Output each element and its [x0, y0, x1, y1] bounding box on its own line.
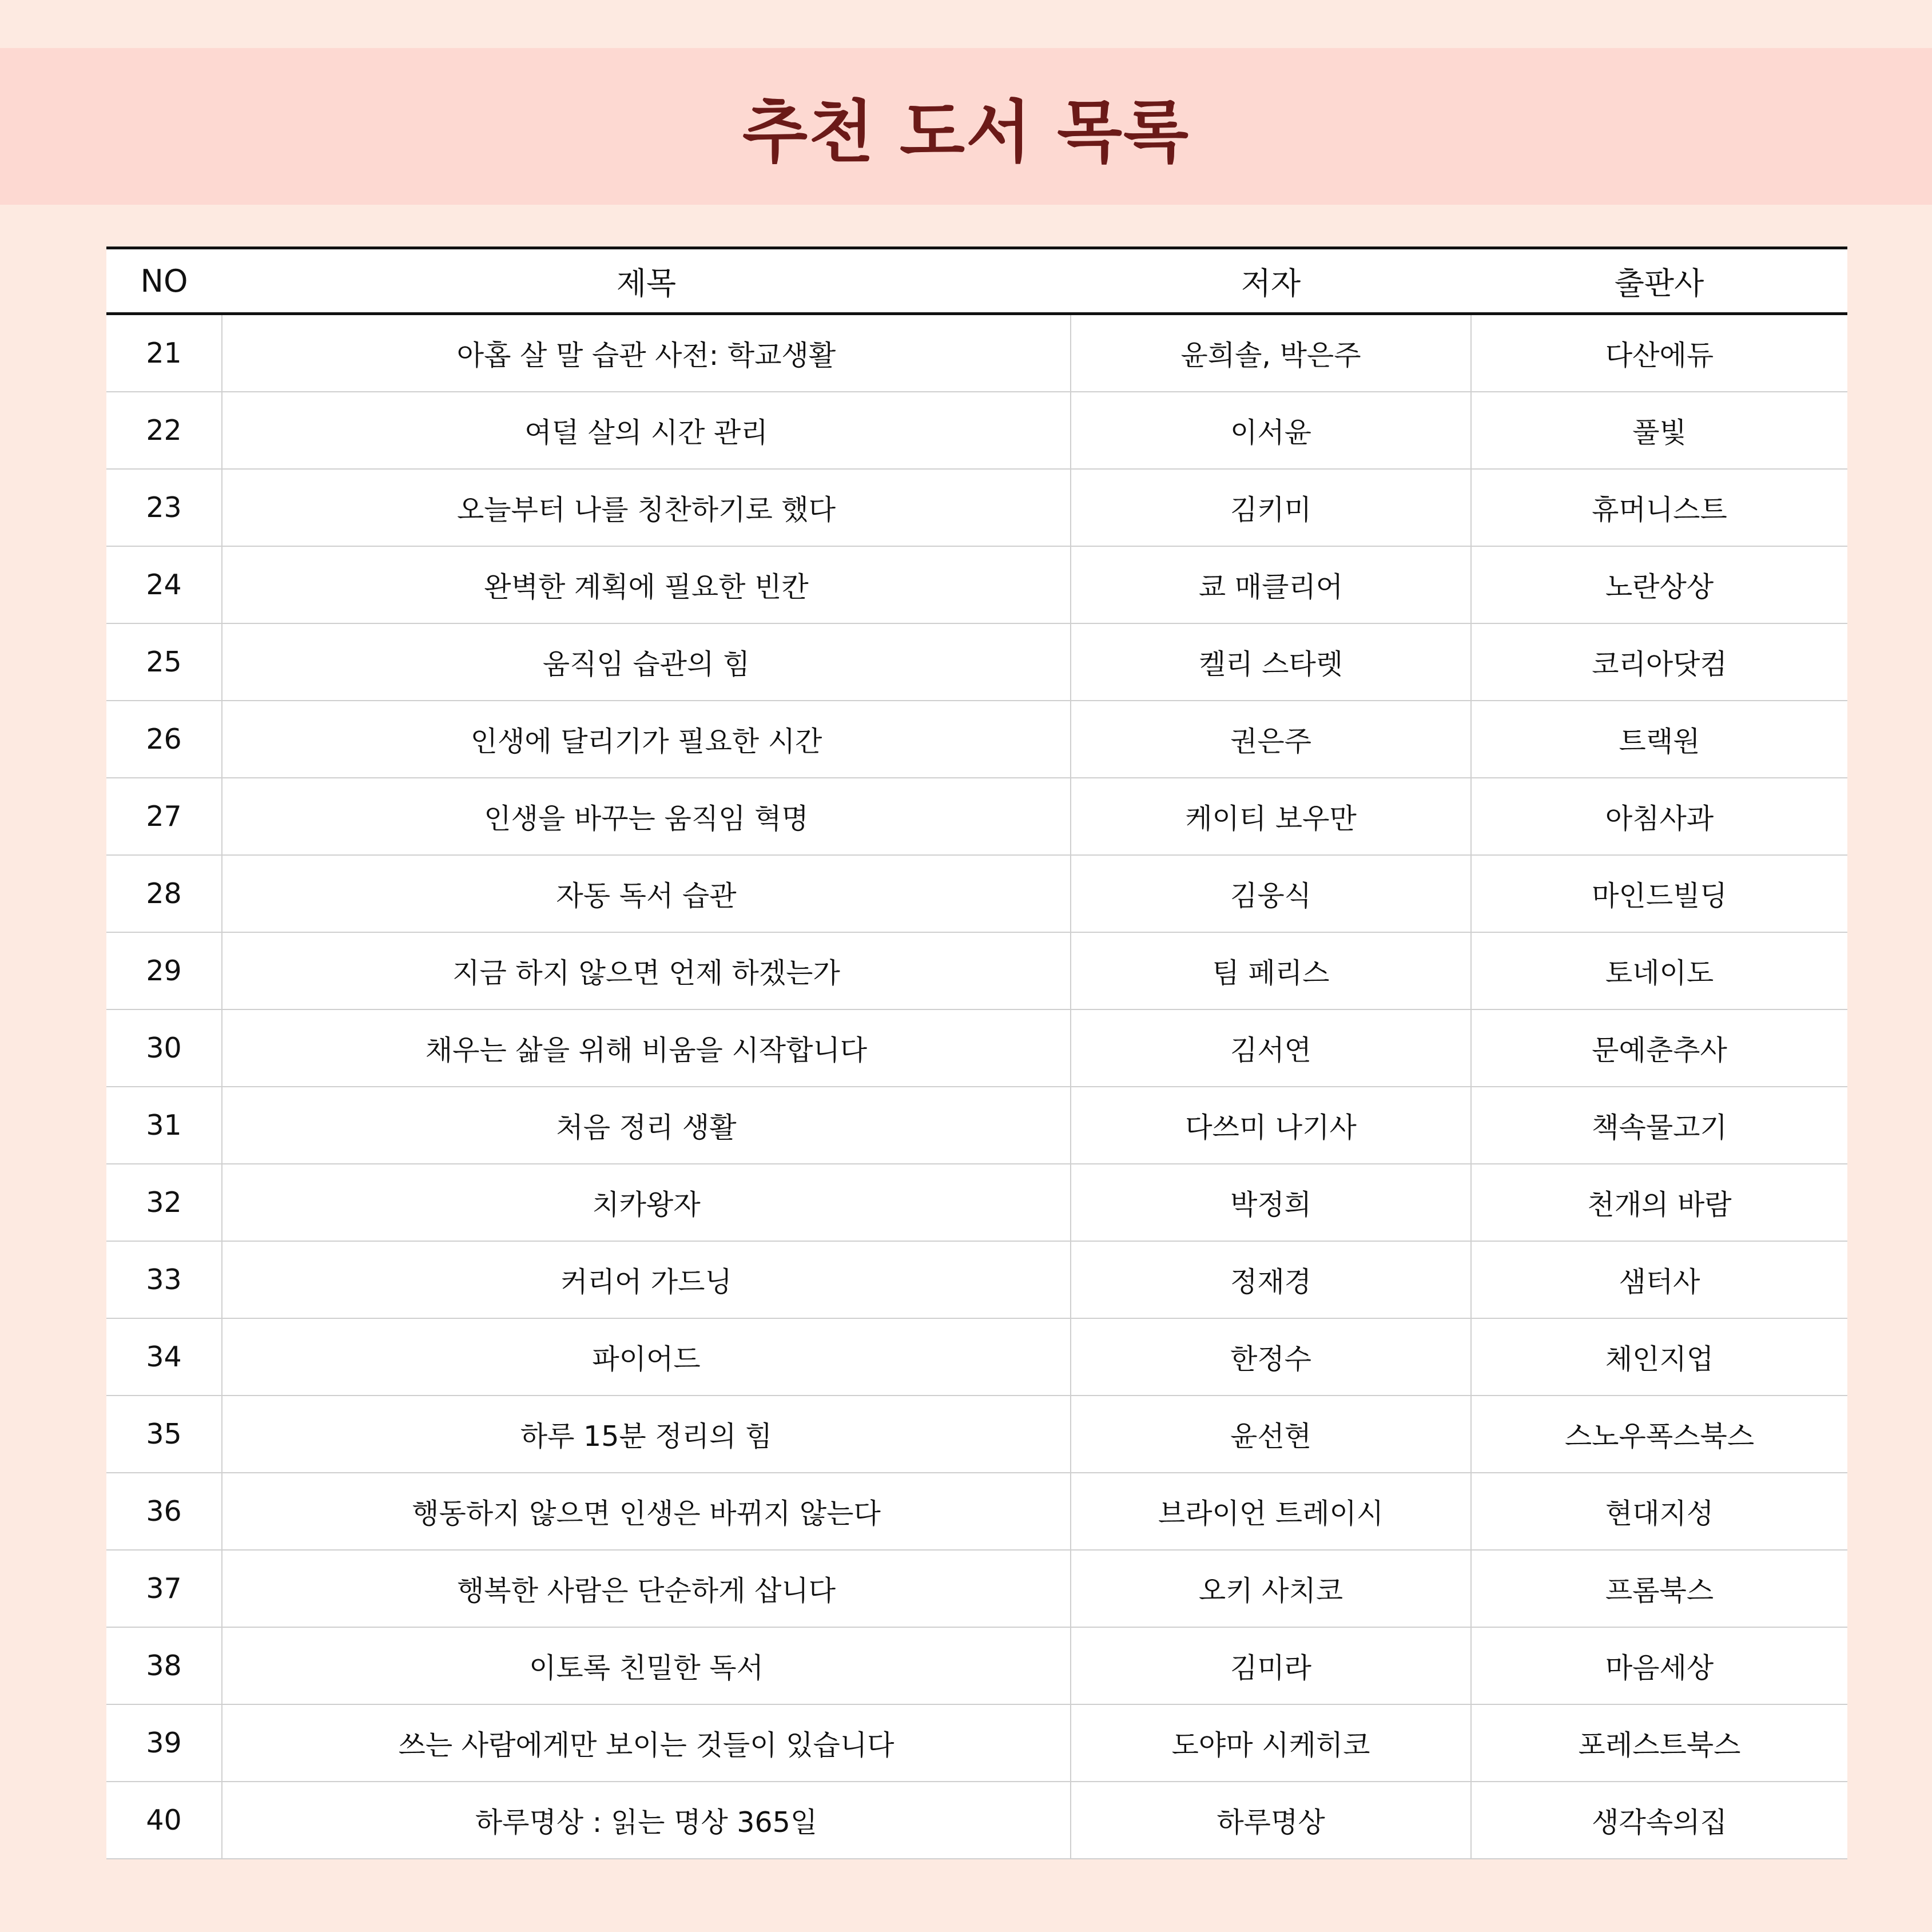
cell-publisher: 현대지성: [1471, 1473, 1847, 1550]
cell-title: 오늘부터 나를 칭찬하기로 했다: [222, 469, 1071, 546]
cell-publisher: 트랙원: [1471, 701, 1847, 778]
cell-author: 한정수: [1071, 1318, 1471, 1396]
cell-title: 여덜 살의 시간 관리: [222, 392, 1071, 469]
cell-publisher: 샘터사: [1471, 1241, 1847, 1318]
cell-publisher: 스노우폭스북스: [1471, 1396, 1847, 1473]
cell-publisher: 체인지업: [1471, 1318, 1847, 1396]
cell-no: 24: [106, 546, 222, 623]
cell-no: 32: [106, 1164, 222, 1241]
cell-author: 윤선현: [1071, 1396, 1471, 1473]
cell-publisher: 코리아닷컴: [1471, 623, 1847, 701]
cell-title: 치카왕자: [222, 1164, 1071, 1241]
table-row: [106, 855, 1847, 932]
cell-title: 인생을 바꾸는 움직임 혁명: [222, 778, 1071, 855]
cell-title: 아홉 살 말 습관 사전: 학교생활: [222, 314, 1071, 392]
cell-author: 쿄 매클리어: [1071, 546, 1471, 623]
table-row: [106, 392, 1847, 469]
cell-no: 37: [106, 1550, 222, 1627]
cell-author: 브라이언 트레이시: [1071, 1473, 1471, 1550]
cell-no: 34: [106, 1318, 222, 1396]
cell-author: 이서윤: [1071, 392, 1471, 469]
cell-publisher: 생각속의집: [1471, 1782, 1847, 1859]
column-header-author: 저자: [1071, 248, 1471, 314]
book-table: [106, 247, 1847, 1859]
cell-no: 38: [106, 1627, 222, 1704]
cell-no: 27: [106, 778, 222, 855]
table-body: [106, 314, 1847, 1859]
cell-author: 김미라: [1071, 1627, 1471, 1704]
table-row: [106, 1782, 1847, 1859]
cell-publisher: 풀빛: [1471, 392, 1847, 469]
cell-title: 채우는 삶을 위해 비움을 시작합니다: [222, 1009, 1071, 1087]
cell-author: 케이티 보우만: [1071, 778, 1471, 855]
table-row: [106, 1627, 1847, 1704]
cell-publisher: 문예춘추사: [1471, 1009, 1847, 1087]
cell-publisher: 다산에듀: [1471, 314, 1847, 392]
cell-author: 김서연: [1071, 1009, 1471, 1087]
table-row: [106, 546, 1847, 623]
cell-no: 26: [106, 701, 222, 778]
cell-publisher: 마인드빌딩: [1471, 855, 1847, 932]
title-banner: [0, 48, 1932, 205]
cell-publisher: 노란상상: [1471, 546, 1847, 623]
cell-publisher: 책속물고기: [1471, 1087, 1847, 1164]
cell-title: 하루 15분 정리의 힘: [222, 1396, 1071, 1473]
cell-no: 21: [106, 314, 222, 392]
cell-author: 박정희: [1071, 1164, 1471, 1241]
table-row: [106, 1318, 1847, 1396]
table-row: [106, 1550, 1847, 1627]
cell-author: 하루명상: [1071, 1782, 1471, 1859]
column-header-publisher: 출판사: [1471, 248, 1847, 314]
table-row: [106, 1473, 1847, 1550]
page-title: 추천 도서 목록: [742, 93, 1190, 172]
table-row: [106, 1009, 1847, 1087]
cell-publisher: 천개의 바람: [1471, 1164, 1847, 1241]
cell-title: 자동 독서 습관: [222, 855, 1071, 932]
cell-publisher: 프롬북스: [1471, 1550, 1847, 1627]
cell-no: 25: [106, 623, 222, 701]
table-row: [106, 623, 1847, 701]
cell-title: 처음 정리 생활: [222, 1087, 1071, 1164]
cell-author: 정재경: [1071, 1241, 1471, 1318]
cell-title: 커리어 가드닝: [222, 1241, 1071, 1318]
cell-publisher: 토네이도: [1471, 932, 1847, 1009]
table-row: [106, 1396, 1847, 1473]
cell-publisher: 포레스트북스: [1471, 1704, 1847, 1782]
table-row: [106, 932, 1847, 1009]
cell-author: 도야마 시케히코: [1071, 1704, 1471, 1782]
cell-publisher: 아침사과: [1471, 778, 1847, 855]
cell-title: 행동하지 않으면 인생은 바뀌지 않는다: [222, 1473, 1071, 1550]
table-row: [106, 1164, 1847, 1241]
cell-no: 39: [106, 1704, 222, 1782]
cell-title: 행복한 사람은 단순하게 삽니다: [222, 1550, 1071, 1627]
cell-title: 하루명상 : 읽는 명상 365일: [222, 1782, 1071, 1859]
column-header-no: NO: [106, 248, 222, 314]
table-row: [106, 1704, 1847, 1782]
cell-no: 35: [106, 1396, 222, 1473]
cell-title: 움직임 습관의 힘: [222, 623, 1071, 701]
cell-title: 지금 하지 않으면 언제 하겠는가: [222, 932, 1071, 1009]
cell-author: 팀 페리스: [1071, 932, 1471, 1009]
table-row: [106, 1087, 1847, 1164]
cell-no: 30: [106, 1009, 222, 1087]
cell-title: 인생에 달리기가 필요한 시간: [222, 701, 1071, 778]
column-header-title: 제목: [222, 248, 1071, 314]
cell-no: 22: [106, 392, 222, 469]
cell-no: 29: [106, 932, 222, 1009]
header-row: [106, 248, 1847, 314]
table-row: [106, 314, 1847, 392]
cell-no: 36: [106, 1473, 222, 1550]
cell-author: 윤희솔, 박은주: [1071, 314, 1471, 392]
cell-publisher: 휴머니스트: [1471, 469, 1847, 546]
table-row: [106, 1241, 1847, 1318]
cell-title: 이토록 친밀한 독서: [222, 1627, 1071, 1704]
cell-title: 파이어드: [222, 1318, 1071, 1396]
table-row: [106, 469, 1847, 546]
table-row: [106, 778, 1847, 855]
cell-publisher: 마음세상: [1471, 1627, 1847, 1704]
cell-no: 33: [106, 1241, 222, 1318]
cell-title: 쓰는 사람에게만 보이는 것들이 있습니다: [222, 1704, 1071, 1782]
table-row: [106, 701, 1847, 778]
cell-author: 다쓰미 나기사: [1071, 1087, 1471, 1164]
cell-author: 김웅식: [1071, 855, 1471, 932]
cell-author: 켈리 스타렛: [1071, 623, 1471, 701]
cell-author: 권은주: [1071, 701, 1471, 778]
table-header: [106, 248, 1847, 314]
cell-author: 오키 사치코: [1071, 1550, 1471, 1627]
cell-no: 31: [106, 1087, 222, 1164]
cell-author: 김키미: [1071, 469, 1471, 546]
cell-no: 23: [106, 469, 222, 546]
cell-no: 28: [106, 855, 222, 932]
cell-no: 40: [106, 1782, 222, 1859]
cell-title: 완벽한 계획에 필요한 빈칸: [222, 546, 1071, 623]
